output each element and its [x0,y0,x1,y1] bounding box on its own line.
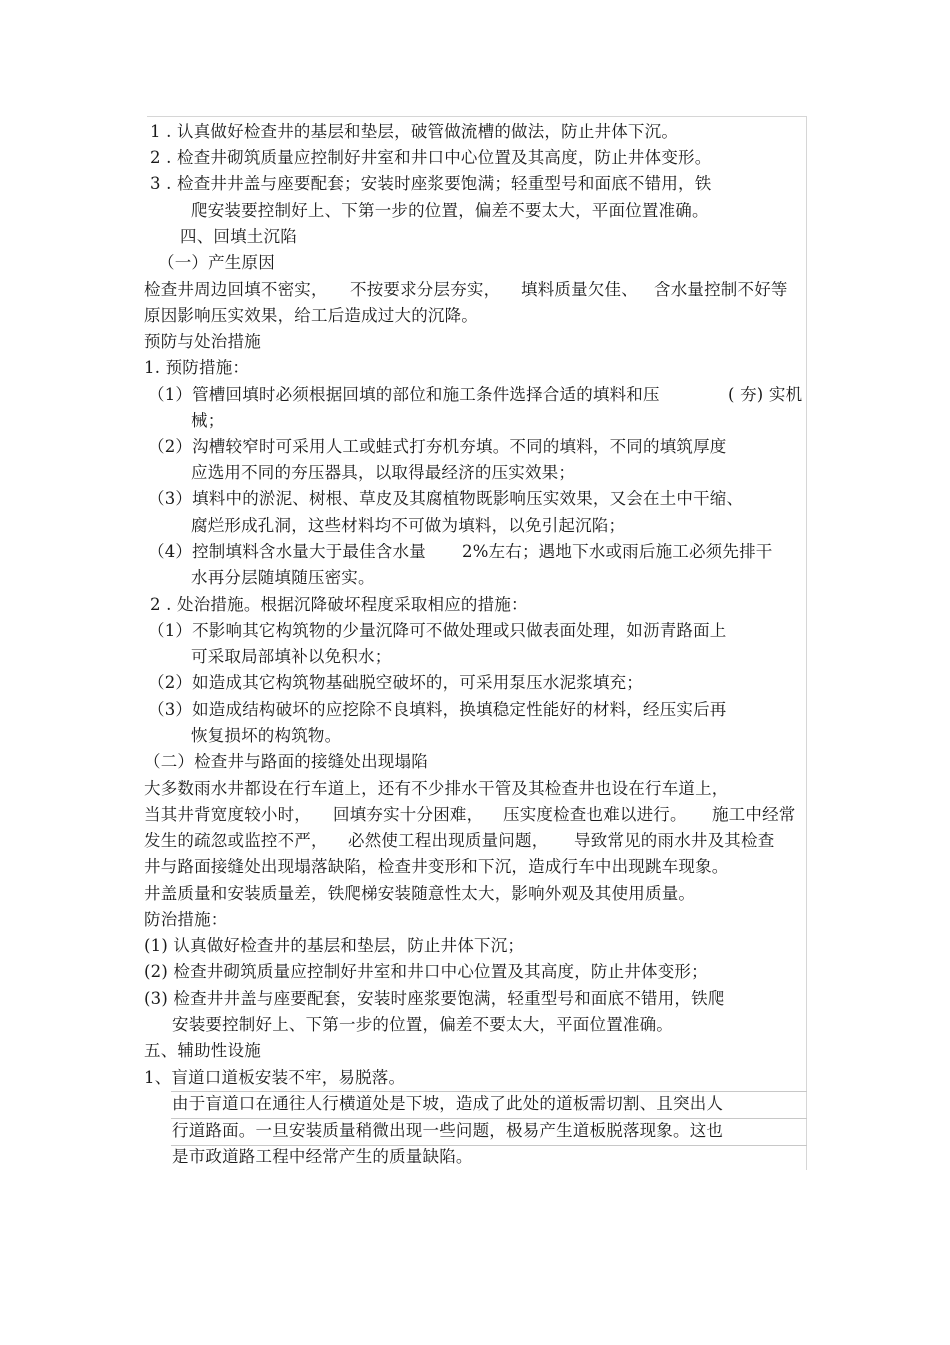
text-line: 含水量控制不好等 [654,280,788,299]
text-line: 回填夯实十分困难， [333,805,484,824]
text-line: 行道路面。一旦安装质量稍微出现一些问题，极易产生道板脱落现象。这也 [172,1121,724,1140]
subsection-heading: （一）产生原因 [158,253,275,272]
text-line: 1. 预防措施： [144,358,250,377]
text-line: （1）不影响其它构筑物的少量沉降可不做处理或只做表面处理，如沥青路面上 [148,621,727,640]
text-line: 3 . 检查井井盖与座要配套；安装时座浆要饱满；轻重型号和面底不错用，铁 [150,174,712,193]
text-line: 水再分层随填随压密实。 [191,568,375,587]
text-line: 1、盲道口道板安装不牢，易脱落。 [144,1068,406,1087]
text-line: 恢复损坏的构筑物。 [191,726,342,745]
subsection-heading: 防治措施： [144,910,228,929]
text-line: ( 夯) 实机 [728,385,803,404]
text-line: (2) 检查井砌筑质量应控制好井室和井口中心位置及其高度，防止井体变形； [144,962,708,981]
text-line: 应选用不同的夯压器具，以取得最经济的压实效果； [191,463,576,482]
text-line: 2 . 检查井砌筑质量应控制好井室和井口中心位置及其高度，防止井体变形。 [150,148,712,167]
section-heading: 五、辅助性设施 [144,1041,261,1060]
section-heading: 四、回填土沉陷 [180,227,297,246]
text-line: 大多数雨水井都设在行车道上，还有不少排水干管及其检查井也设在行车道上， [144,779,729,798]
text-line: 械； [191,411,225,430]
text-line: （4）控制填料含水量大于最佳含水量 [148,542,426,561]
text-line: （1）管槽回填时必须根据回填的部位和施工条件选择合适的填料和压 [148,385,660,404]
text-line: 井与路面接缝处出现塌落缺陷，检查井变形和下沉，造成行车中出现跳车现象。 [144,857,729,876]
text-line: 不按要求分层夯实， [350,280,501,299]
text-line: 发生的疏忽或监控不严， [144,831,328,850]
text-line: 填料质量欠佳、 [521,280,638,299]
subsection-heading: （二）检查井与路面的接缝处出现塌陷 [144,752,428,771]
text-line: （2）如造成其它构筑物基础脱空破坏的，可采用泵压水泥浆填充； [148,673,643,692]
page-frame-top [147,116,807,117]
text-line: 由于盲道口在通往人行横道处是下坡，造成了此处的道板需切割、且突出人 [172,1094,724,1113]
text-line: 导致常见的雨水井及其检查 [574,831,775,850]
text-line: (1) 认真做好检查井的基层和垫层，防止井体下沉； [144,936,525,955]
text-line: 是市政道路工程中经常产生的质量缺陷。 [172,1147,473,1166]
text-line: 当其井背宽度较小时， [144,805,311,824]
text-line: 井盖质量和安装质量差，铁爬梯安装随意性太大，影响外观及其使用质量。 [144,884,696,903]
text-line: (3) 检查井井盖与座要配套，安装时座浆要饱满，轻重型号和面底不错用，铁爬 [144,989,725,1008]
text-line: 施工中经常 [712,805,796,824]
text-line: 必然使工程出现质量问题， [348,831,549,850]
text-line: （3）如造成结构破坏的应挖除不良填料，换填稳定性能好的材料，经压实后再 [148,700,727,719]
text-line: （2）沟槽较窄时可采用人工或蛙式打夯机夯填。不同的填料，不同的填筑厚度 [148,437,727,456]
table-rule [171,1118,807,1119]
text-line: （3）填料中的淤泥、树根、草皮及其腐植物既影响压实效果，又会在土中干缩、 [148,489,744,508]
subsection-heading: 预防与处治措施 [144,332,261,351]
table-rule [171,1091,807,1092]
text-line: 1 . 认真做好检查井的基层和垫层，破管做流槽的做法，防止井体下沉。 [150,122,679,141]
text-line: 爬安装要控制好上、下第一步的位置，偏差不要太大，平面位置准确。 [191,201,709,220]
text-line: 压实度检查也难以进行。 [503,805,687,824]
text-line: 腐烂形成孔洞，这些材料均不可做为填料，以免引起沉陷； [191,516,626,535]
text-line: 检查井周边回填不密实， [144,280,328,299]
page-frame-right [806,116,807,1170]
text-line: 安装要控制好上、下第一步的位置，偏差不要太大，平面位置准确。 [172,1015,673,1034]
text-line: 可采取局部填补以免积水； [191,647,392,666]
text-line: 2%左右；遇地下水或雨后施工必须先排干 [462,542,773,561]
text-line: 2 . 处治措施。根据沉降破坏程度采取相应的措施： [150,595,528,614]
text-line: 原因影响压实效果，给工后造成过大的沉降。 [144,306,478,325]
